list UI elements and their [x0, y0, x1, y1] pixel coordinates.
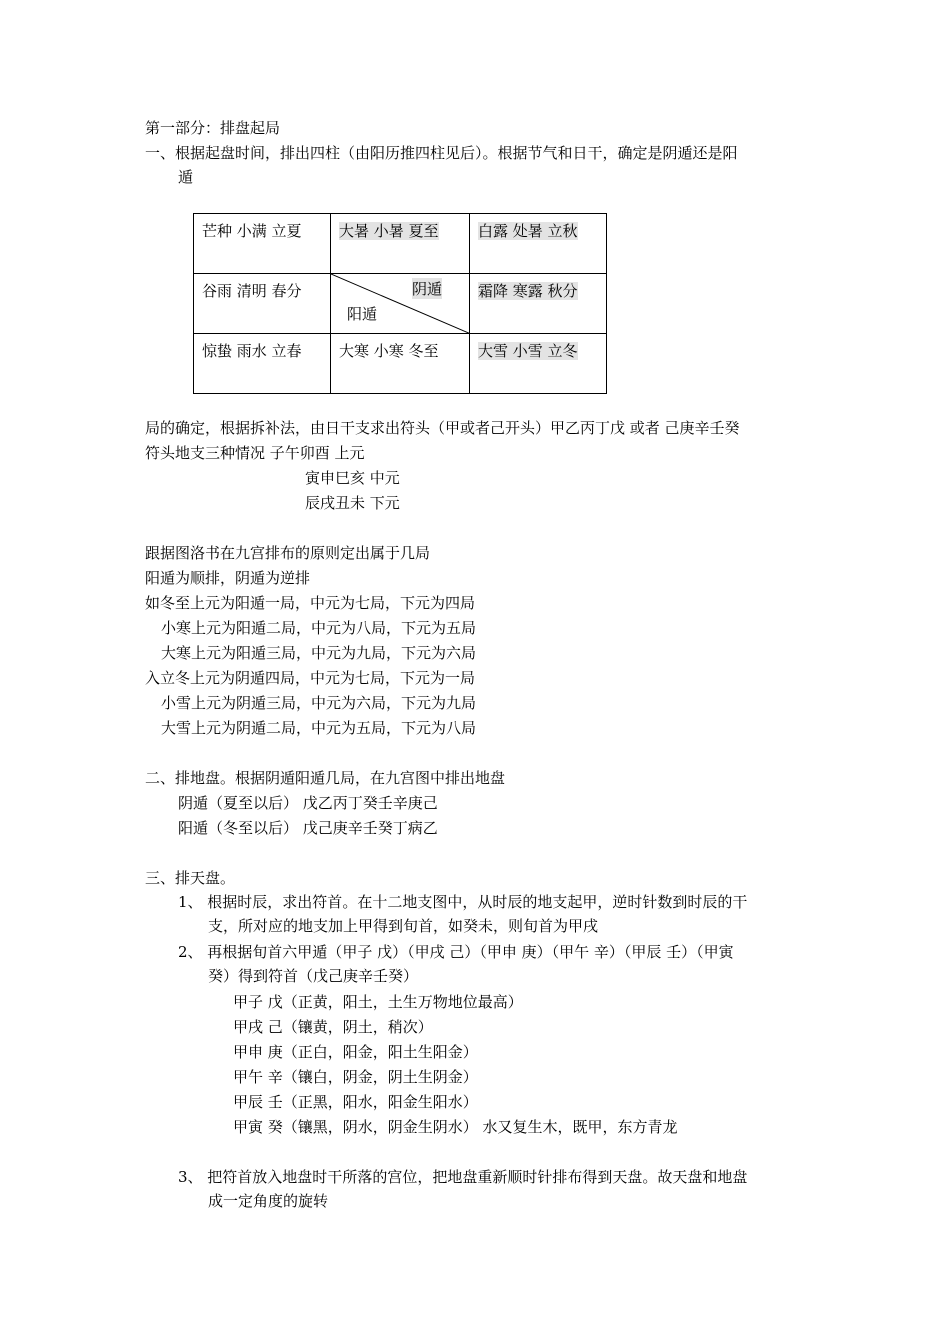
jieqi-grid — [193, 213, 607, 394]
jiugong-line: 阳遁为顺排，阴遁为逆排 — [145, 569, 311, 587]
grid-cell — [470, 214, 607, 274]
grid-text-r1c3: 白露 处暑 立秋 — [478, 222, 578, 240]
liujia-line: 甲寅 癸（镶黑，阴水，阴金生阴水） 水又复生木，既甲，东方青龙 — [233, 1118, 678, 1136]
grid-center-cell — [331, 274, 470, 334]
liujia-line: 甲午 辛（镶白，阴金，阴土生阴金） — [233, 1068, 478, 1086]
section1-line2: 遁 — [178, 168, 194, 186]
liujia-line: 甲戌 己（镶黄，阴土，稍次） — [233, 1018, 433, 1036]
jiugong-line: 大雪上元为阴遁二局，中元为五局，下元为八局 — [161, 719, 477, 737]
liujia-line: 甲申 庚（正白，阳金，阳土生阳金） — [233, 1043, 478, 1061]
grid-cell — [470, 274, 607, 334]
section3-item2-b: 癸）得到符首（戊己庚辛壬癸） — [208, 967, 419, 985]
ju-line2: 符头地支三种情况 子午卯酉 上元 — [145, 444, 365, 462]
section3-item1-a: 1、 根据时辰，求出符首。在十二地支图中，从时辰的地支起甲，逆时针数到时辰的干 — [178, 893, 748, 911]
section1-line1: 一、根据起盘时间，排出四柱（由阳历推四柱见后）。根据节气和日干，确定是阴遁还是阳 — [145, 144, 738, 162]
grid-text-r3c2: 大寒 小寒 冬至 — [339, 342, 439, 360]
grid-text-r2c1: 谷雨 清明 春分 — [202, 282, 302, 300]
ju-line3: 寅申巳亥 中元 — [305, 469, 400, 487]
grid-cell — [470, 334, 607, 394]
grid-text-r2c3: 霜降 寒露 秋分 — [478, 282, 578, 300]
grid-cell — [331, 214, 470, 274]
jiugong-line: 如冬至上元为阳遁一局，中元为七局，下元为四局 — [145, 594, 476, 612]
jiugong-line: 小雪上元为阴遁三局，中元为六局，下元为九局 — [161, 694, 477, 712]
grid-text-r3c3: 大雪 小雪 立冬 — [478, 342, 578, 360]
jiugong-line: 小寒上元为阳遁二局，中元为八局，下元为五局 — [161, 619, 477, 637]
section3-item3-b: 成一定角度的旋转 — [208, 1192, 329, 1210]
jiugong-line: 大寒上元为阳遁三局，中元为九局，下元为六局 — [161, 644, 477, 662]
section3-item1-b: 支，所对应的地支加上甲得到旬首，如癸未，则旬首为甲戌 — [208, 917, 599, 935]
part-title: 第一部分：排盘起局 — [145, 119, 281, 137]
grid-cell — [194, 214, 331, 274]
ju-line1: 局的确定，根据拆补法，由日干支求出符头（甲或者己开头）甲乙丙丁戊 或者 己庚辛壬癸 — [145, 419, 740, 437]
grid-text-r1c2: 大暑 小暑 夏至 — [339, 222, 439, 240]
section3-title: 三、排天盘。 — [145, 869, 236, 887]
section2-yang: 阳遁（冬至以后） 戊己庚辛壬癸丁病乙 — [178, 819, 438, 837]
section3-item2-a: 2、 再根据旬首六甲遁（甲子 戊）（甲戌 己）（甲申 庚）（甲午 辛）（甲辰 壬）（甲寅 — [178, 943, 734, 961]
jiugong-line: 跟据图洛书在九宫排布的原则定出属于几局 — [145, 544, 431, 562]
yang-dun-label: 阳遁 — [347, 305, 378, 323]
liujia-line: 甲子 戊（正黄，阳土，土生万物地位最高） — [233, 993, 523, 1011]
liujia-line: 甲辰 壬（正黑，阳水，阳金生阳水） — [233, 1093, 478, 1111]
ju-line4: 辰戌丑未 下元 — [305, 494, 400, 512]
grid-cell — [194, 274, 331, 334]
section3-item3-a: 3、 把符首放入地盘时干所落的宫位，把地盘重新顺时针排布得到天盘。故天盘和地盘 — [178, 1168, 748, 1186]
section2-yin: 阴遁（夏至以后） 戊乙丙丁癸壬辛庚己 — [178, 794, 438, 812]
grid-cell — [194, 334, 331, 394]
section2-title: 二、排地盘。根据阴遁阳遁几局，在九宫图中排出地盘 — [145, 769, 506, 787]
jiugong-line: 入立冬上元为阴遁四局，中元为七局，下元为一局 — [145, 669, 476, 687]
grid-cell — [331, 334, 470, 394]
grid-text-r1c1: 芒种 小满 立夏 — [202, 222, 302, 240]
grid-text-r3c1: 惊蛰 雨水 立春 — [202, 342, 302, 360]
yin-dun-label: 阴遁 — [411, 280, 442, 298]
